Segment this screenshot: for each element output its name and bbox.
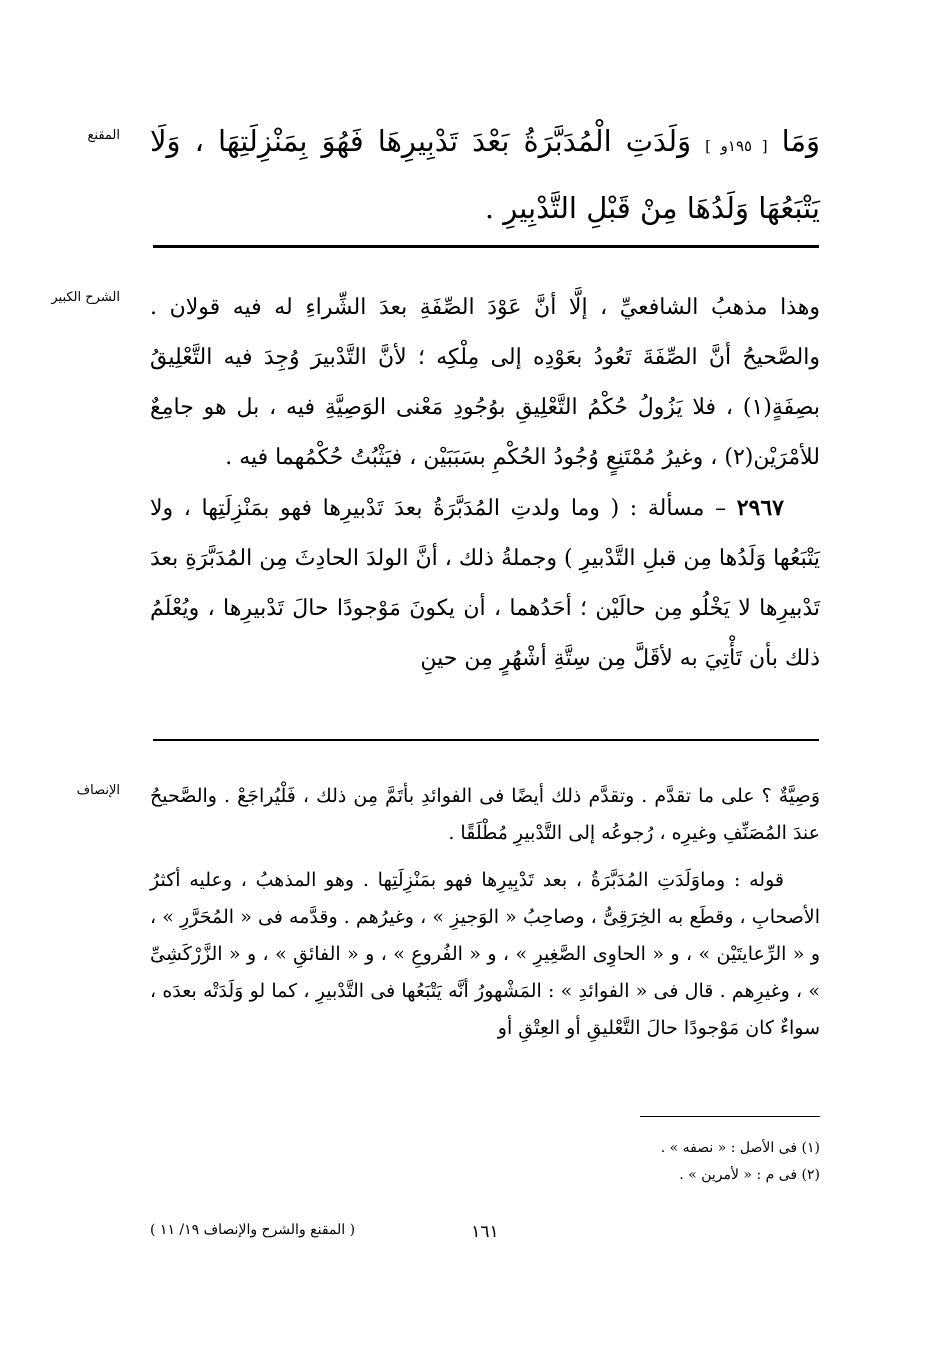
manuscript-ref: [ ١٩٥و ] [705,137,768,155]
page-number: ١٦١ [471,1222,499,1242]
section-label-muqni: المقنع [87,128,120,143]
sharh-text [150,283,820,684]
footnote-1: (١) فى الأصل : « نصفه » . [660,1140,820,1156]
muqni-text [150,110,820,239]
footnote-divider [640,1116,820,1117]
muqni-text-after: وَلَدَتِ الْمُدَبَّرَةُ بَعْدَ تَدْبِيرِهَا فَهُوَ بِمَنْزِلَتِهَا ، وَلَا يَتْبَعُهَا وَلَدُهَا مِنْ قَبْلِ التَّدْبِيرِ . [150,124,820,225]
sharh-issue-text: – مسألة : ( وما ولدتِ المُدَبَّرَةُ بعدَ تَدْبيرِها فهو بمَنْزِلَتِها ، ولا يَتْبَعُها وَلَدُها مِن قبلِ التَّدْبيرِ ) وجملةُ ذلك ، أنَّ الولدَ الحادِثَ مِن المُدَبَّرَةِ بعدَ تَدْبيرِها لا يَخْلُو مِن حالَيْن ؛ أحَدُهما ، أن يكونَ مَوْجودًا حالَ تَدْبيرِها ، ويُعْلَمُ ذلك بأن تَأْتِيَ به لأقَلَّ مِن سِتَّةِ أشْهُرٍ مِن حينِ [150,496,820,671]
insaf-paragraph-2: قوله : وماوَلَدَتِ المُدَبَّرَةُ ، بعد تَدْبِيرِها فهو بمَنْزِلَتِها . وهو المذهبُ ، وعليه أكثرُ الأصحابِ ، وقطَع به الخِرَقِىُّ ، وصاحِبُ « الوَجيزِ » ، وغيرُهم . وقدَّمه فى « المُحَرَّرِ » ، و « الرِّعايتَيْن » ، و « الحاوِى الصَّغِيرِ » ، و « الفُروعِ » ، و « الفائقِ » ، و « الزَّرْكَشِىِّ » ، وغيرِهم . قال فى « الفوائدِ » : المَشْهورُ أنَّه يَتْبَعُها فى التَّدْبيرِ ، كما لو وَلَدَتْه بعدَه ، سواءٌ كان مَوْجودًا حالَ التَّعْليقِ أو العِتْقِ أو [150,869,820,1039]
issue-number: ٢٩٦٧ [736,495,784,521]
sharh-paragraph-2 [150,483,820,684]
section-label-insaf: الإنصاف [76,783,120,798]
footnote-2: (٢) فى م : « لأمرين » . [679,1167,820,1183]
section-divider-thin [153,739,819,741]
book-signature: ( المقنع والشرح والإنصاف ١٩/ ١١ ) [150,1222,356,1238]
section-label-sharh: الشرح الكبير [51,290,120,305]
muqni-paragraph [150,110,820,239]
footnotes [500,1135,820,1189]
insaf-text [150,778,820,1047]
sharh-paragraph-1: وهذا مذهبُ الشافعيِّ ، إلَّا أنَّ عَوْدَ الصِّفَةِ بعدَ الشِّراءِ له فيه قولان . والصَّحيحُ أنَّ الصِّفَةَ تَعُودُ بعَوْدِه إلى مِلْكِه ؛ لأنَّ التَّدْبيرَ وُجِدَ فيه التَّعْلِيقُ بصِفَةٍ(١) ، فلا يَزُولُ حُكْمُ التَّعْلِيقِ بوُجُودِ مَعْنى الوَصِيَّةِ فيه ، بل هو جامِعٌ للأمْرَيْن(٢) ، وغيرُ مُمْتَنِعٍ وُجُودُ الحُكْمِ بسَبَبَيْن ، فيَثْبُتُ حُكْمُهما فيه . [150,295,820,470]
insaf-paragraph-1: وَصِيَّةٌ ؟ على ما تقدَّم . وتقدَّم ذلك أيضًا فى الفوائدِ بأتَمَّ مِن ذلك ، فَلْيُراجَعْ . والصَّحيحُ عندَ المُصَنِّفِ وغيرِه ، رُجوعُه إلى التَّدْبيرِ مُطْلَقًا . [150,785,820,844]
section-divider-thick [153,245,819,248]
muqni-text-before: وَمَا [781,124,820,158]
